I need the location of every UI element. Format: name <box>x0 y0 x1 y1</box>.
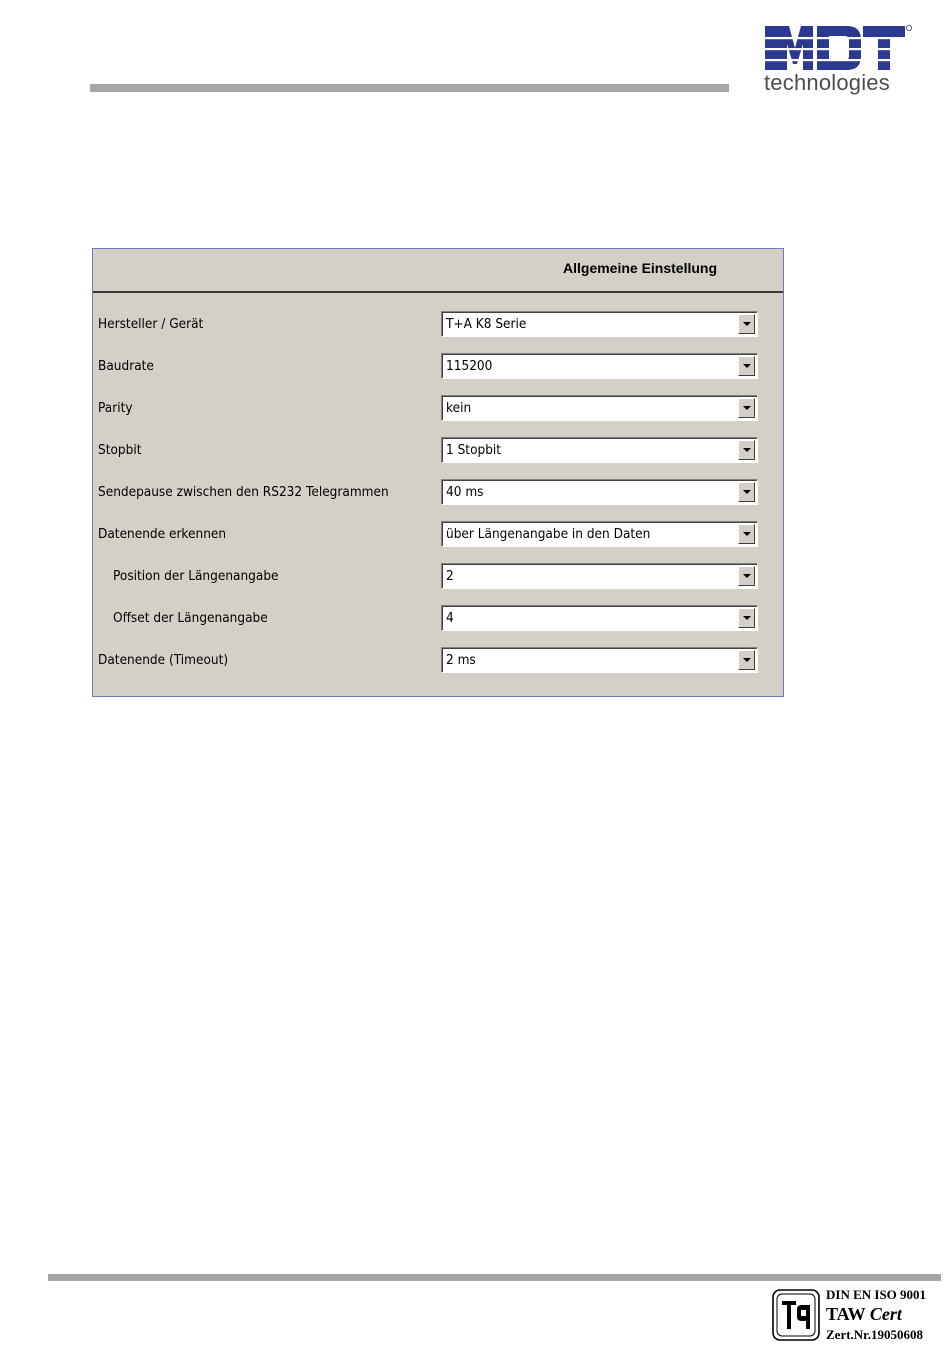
dropdown-button[interactable] <box>738 356 755 376</box>
chevron-down-icon <box>743 490 751 494</box>
dropdown-button[interactable] <box>738 524 755 544</box>
select-value: 2 <box>446 568 454 584</box>
select-value: 115200 <box>446 358 493 374</box>
row-position-laengenangabe <box>93 563 783 589</box>
row-sendepause <box>93 479 783 505</box>
select-value: über Längenangabe in den Daten <box>446 526 651 542</box>
dropdown-button[interactable] <box>738 650 755 670</box>
row-label: Parity <box>98 400 133 416</box>
cert-number: Zert.Nr.19050608 <box>826 1327 924 1342</box>
cert-standard: DIN EN ISO 9001 <box>826 1287 927 1302</box>
row-datenende-timeout <box>93 647 783 673</box>
select-value: 1 Stopbit <box>446 442 502 458</box>
row-stopbit <box>93 437 783 463</box>
select-value: kein <box>446 400 472 416</box>
cert-name <box>826 1304 902 1325</box>
panel-title: Allgemeine Einstellung <box>563 260 718 276</box>
settings-panel <box>92 248 784 697</box>
select-value: 40 ms <box>446 484 484 500</box>
dropdown-button[interactable] <box>738 440 755 460</box>
taw-cert-logo-icon <box>772 1289 820 1341</box>
chevron-down-icon <box>743 406 751 410</box>
parity-select[interactable] <box>441 395 758 421</box>
select-value: 4 <box>446 610 454 626</box>
row-baudrate <box>93 353 783 379</box>
dropdown-button[interactable] <box>738 566 755 586</box>
dropdown-button[interactable] <box>738 314 755 334</box>
chevron-down-icon <box>743 364 751 368</box>
footer-divider <box>48 1274 941 1281</box>
row-label: Offset der Längenangabe <box>113 610 268 626</box>
chevron-down-icon <box>743 616 751 620</box>
row-parity <box>93 395 783 421</box>
row-offset-laengenangabe <box>93 605 783 631</box>
row-label: Datenende erkennen <box>98 526 227 542</box>
dropdown-button[interactable] <box>738 482 755 502</box>
select-value: 2 ms <box>446 652 476 668</box>
chevron-down-icon <box>743 322 751 326</box>
certification-badge <box>770 1287 940 1347</box>
datenende-erkennen-select[interactable] <box>441 521 758 547</box>
dropdown-button[interactable] <box>738 608 755 628</box>
chevron-down-icon <box>743 658 751 662</box>
logo-subtitle: technologies <box>764 70 890 95</box>
stopbit-select[interactable] <box>441 437 758 463</box>
dropdown-button[interactable] <box>738 398 755 418</box>
row-datenende-erkennen <box>93 521 783 547</box>
header-divider <box>90 84 729 92</box>
chevron-down-icon <box>743 448 751 452</box>
panel-header <box>93 249 783 293</box>
offset-laengenangabe-select[interactable] <box>441 605 758 631</box>
row-label: Hersteller / Gerät <box>98 316 204 332</box>
sendepause-select[interactable] <box>441 479 758 505</box>
row-label: Baudrate <box>98 358 154 374</box>
row-label: Stopbit <box>98 442 142 458</box>
row-label: Datenende (Timeout) <box>98 652 229 668</box>
baudrate-select[interactable] <box>441 353 758 379</box>
position-laengenangabe-select[interactable] <box>441 563 758 589</box>
cert-taw: TAW <box>826 1304 866 1324</box>
row-label: Position der Längenangabe <box>113 568 279 584</box>
select-value: T+A K8 Serie <box>446 316 527 332</box>
row-hersteller <box>93 311 783 337</box>
datenende-timeout-select[interactable] <box>441 647 758 673</box>
chevron-down-icon <box>743 532 751 536</box>
row-label: Sendepause zwischen den RS232 Telegrammen <box>98 484 389 500</box>
chevron-down-icon <box>743 574 751 578</box>
hersteller-select[interactable] <box>441 311 758 337</box>
cert-cert: Cert <box>869 1304 902 1324</box>
